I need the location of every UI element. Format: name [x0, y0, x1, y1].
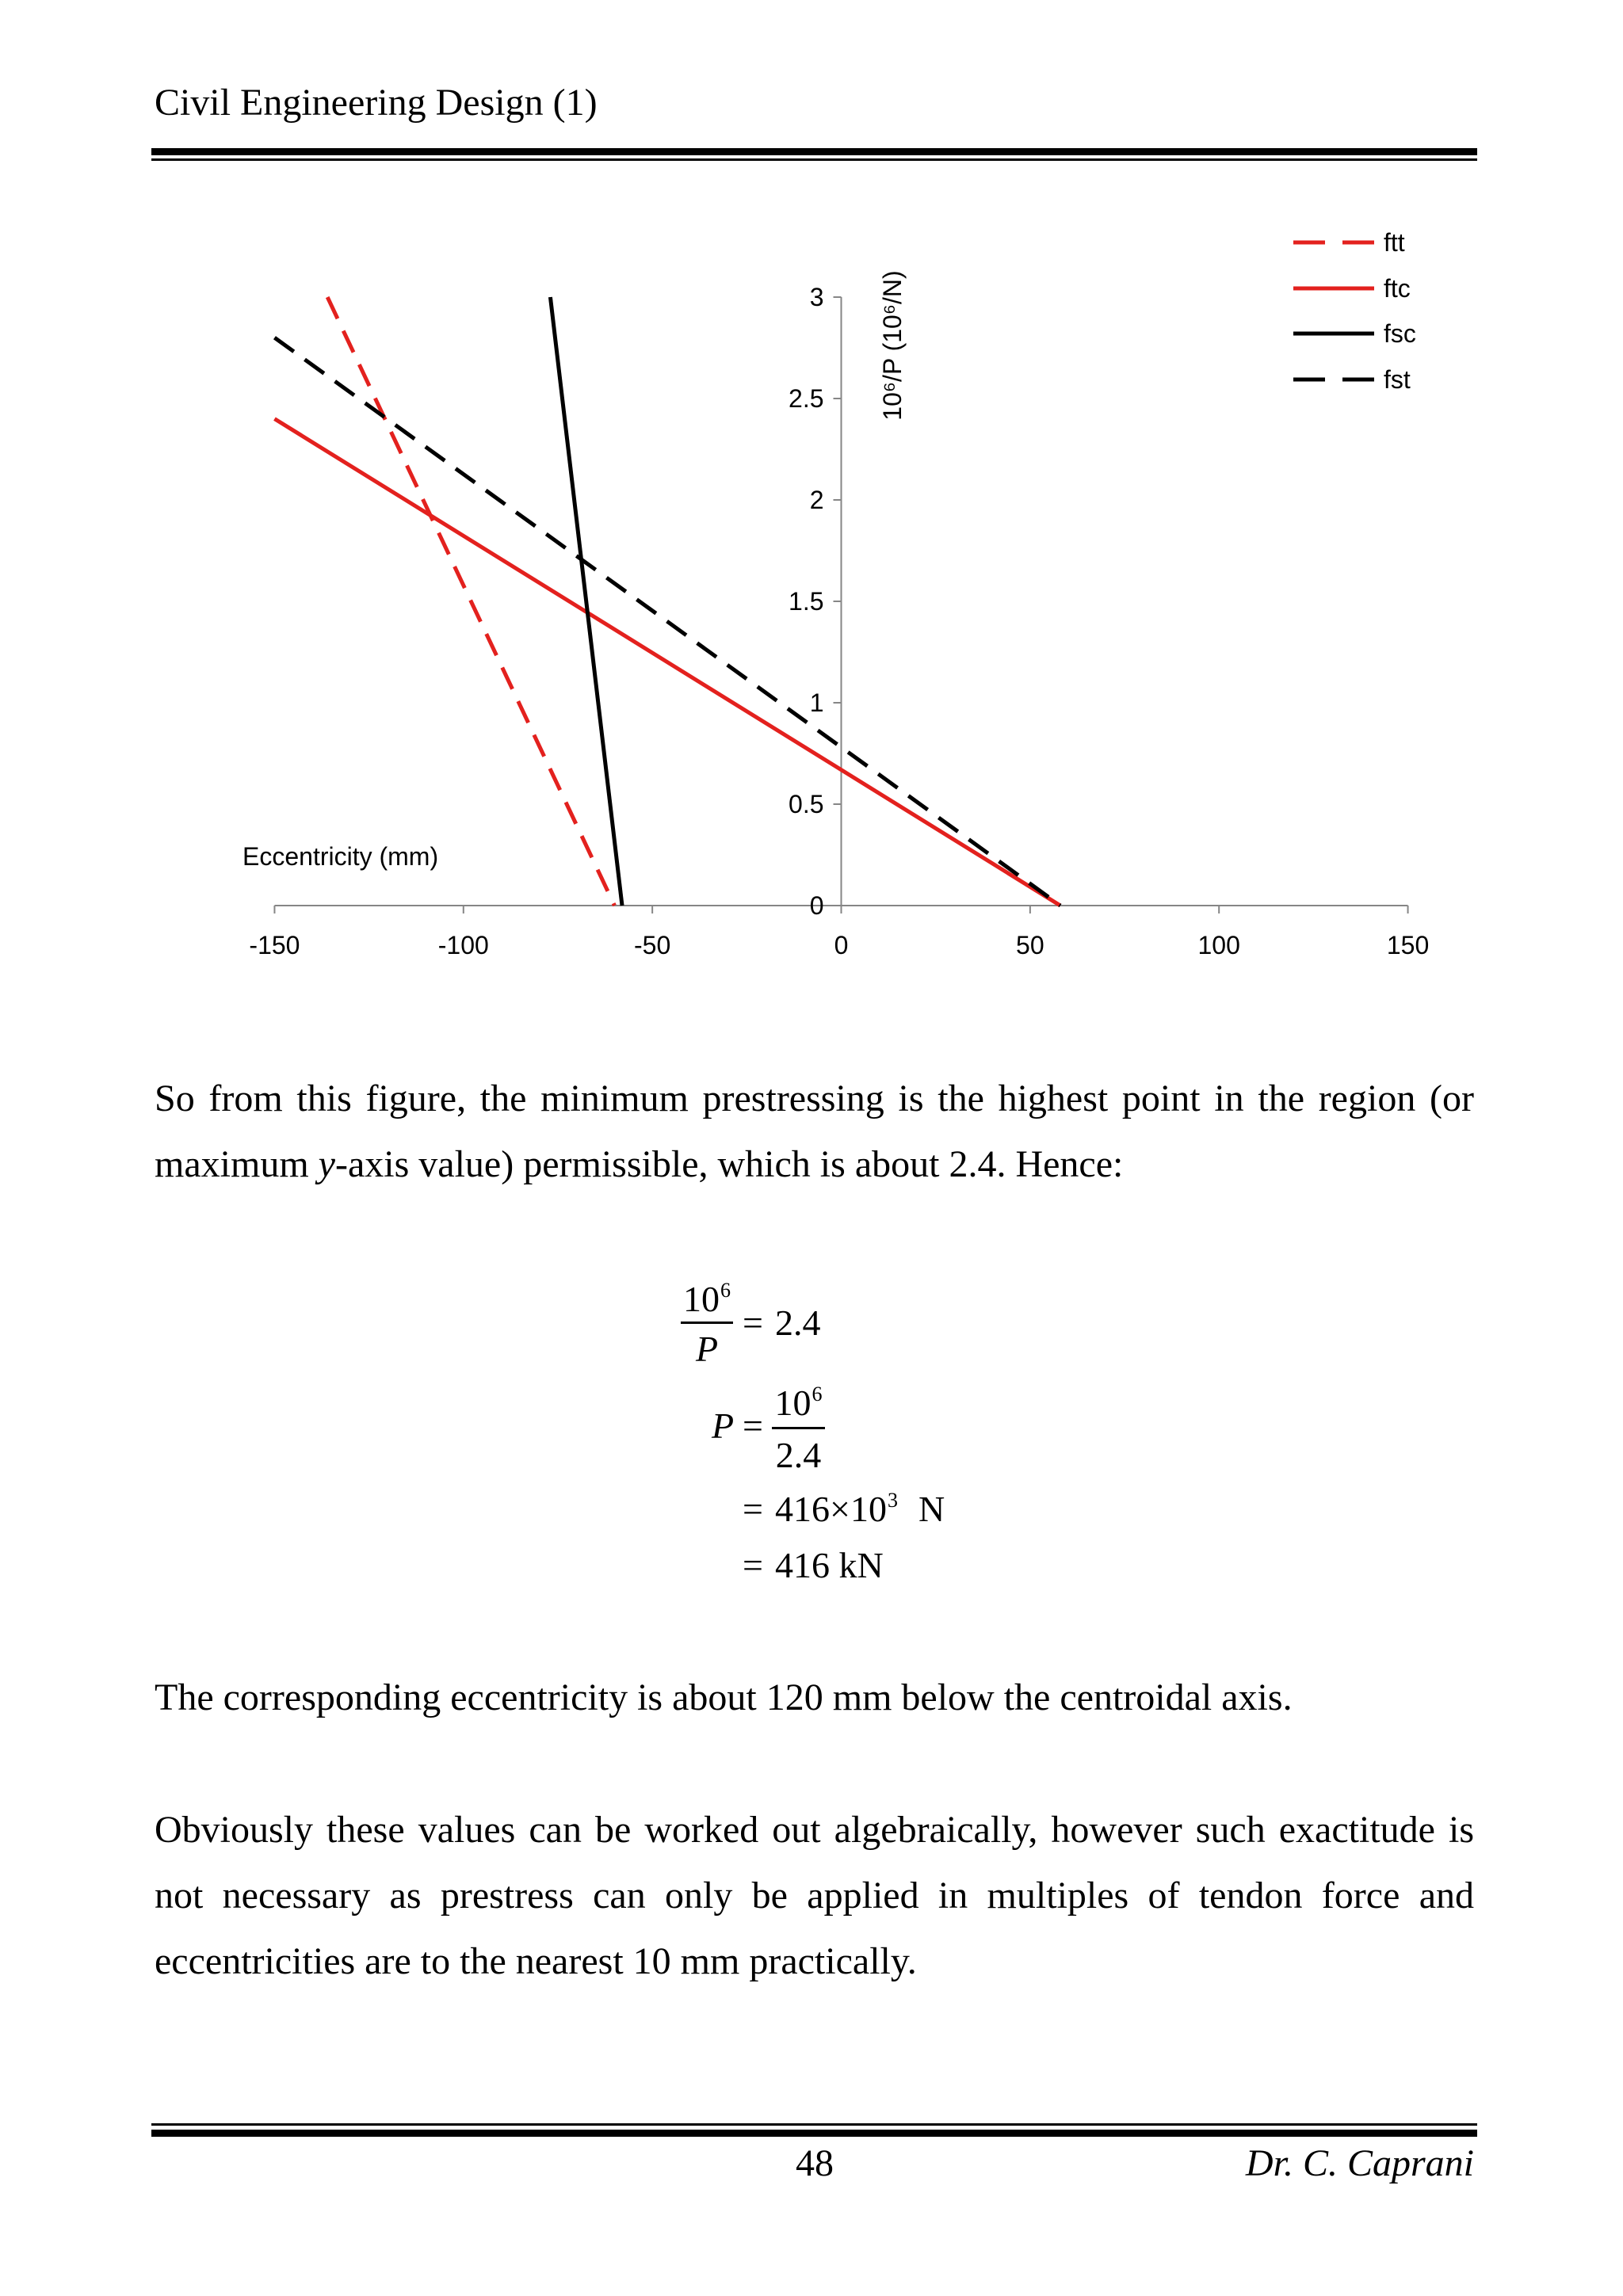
eq2-numerator-exponent: 6 [812, 1383, 823, 1405]
y-tick-label: 3 [809, 283, 824, 311]
eq3-unit: N [918, 1489, 945, 1529]
x-tick-label: 100 [1197, 931, 1240, 959]
eq3-exponent: 3 [887, 1489, 898, 1512]
eq1-rhs: 2.4 [775, 1302, 821, 1343]
y-axis-title: 10⁶/P (10⁶/N) [878, 270, 907, 421]
y-tick-label: 0.5 [789, 790, 824, 818]
eq4-value: 416 kN [775, 1545, 884, 1585]
eq4-equals: = [743, 1545, 763, 1585]
eq3-rhs [775, 1487, 945, 1531]
eccentricity-prestress-chart [0, 0, 1623, 1030]
eq1-numerator [681, 1277, 733, 1322]
y-tick-label: 2.5 [789, 384, 824, 413]
series-line-fsc [550, 297, 622, 906]
y-tick-label: 2 [809, 486, 824, 514]
series-line-fst [274, 338, 1060, 906]
legend-label-ftc: ftc [1384, 274, 1411, 303]
eq2-numerator-base: 10 [774, 1383, 812, 1423]
paragraph-3-line-3: eccentricities are to the nearest 10 mm practically. [155, 1940, 917, 1982]
paragraph-1-line-2 [155, 1131, 1474, 1197]
x-tick-label: 0 [834, 931, 849, 959]
footer-author: Dr. C. Caprani [1245, 2142, 1474, 2184]
y-tick-label: 0 [809, 891, 824, 920]
x-tick-label: 50 [1016, 931, 1044, 959]
eq2-denominator: 2.4 [775, 1435, 822, 1475]
x-tick-label: -150 [249, 931, 300, 959]
eq1-numerator-base: 10 [683, 1279, 720, 1319]
paragraph-2 [155, 1665, 1474, 1730]
paragraph-3-line-1: Obviously these values can be worked out algebraically, however such exactitude is [155, 1809, 1474, 1851]
y-tick-label: 1 [809, 688, 824, 717]
paragraph-2-line-1: The corresponding eccentricity is about 120 mm below the centroidal axis. [155, 1676, 1293, 1718]
footer-rule-thin [151, 2123, 1477, 2126]
paragraph-3 [155, 1797, 1474, 1994]
eq1-numerator-exponent: 6 [720, 1279, 731, 1302]
eq3-equals: = [743, 1489, 763, 1529]
series-line-ftc [274, 419, 1060, 906]
legend-label-fsc: fsc [1384, 319, 1416, 348]
eq3-base: 10 [850, 1489, 887, 1529]
footer-rule-thick [151, 2130, 1477, 2137]
y-tick-label: 1.5 [789, 587, 824, 616]
x-tick-label: 150 [1386, 931, 1430, 959]
eq1-equals: = [743, 1302, 763, 1343]
paragraph-1-line-2-end: -axis value) permissible, which is about 2.4. Hence: [334, 1143, 1124, 1185]
legend-label-fst: fst [1384, 365, 1411, 394]
paragraph-1-line-2-start: maximum [155, 1143, 319, 1185]
running-header-title: Civil Engineering Design (1) [155, 82, 598, 124]
eq1-denominator: P [695, 1329, 719, 1369]
y-variable: y [318, 1143, 335, 1185]
paragraph-1-line-1: So from this figure, the minimum prestressing is the highest point in the region (or [155, 1077, 1474, 1119]
eq2-numerator [772, 1381, 825, 1425]
eq2-equals: = [743, 1405, 763, 1446]
eq1-fraction-bar [681, 1322, 733, 1324]
eq3-value: 416 [775, 1489, 830, 1529]
page-number: 48 [796, 2142, 834, 2184]
x-axis-title: Eccentricity (mm) [242, 842, 439, 871]
eq2-fraction-bar [772, 1427, 825, 1429]
x-tick-label: -50 [634, 931, 671, 959]
paragraph-1 [155, 1066, 1474, 1197]
legend-label-ftt: ftt [1384, 228, 1405, 257]
x-tick-label: -100 [437, 931, 489, 959]
paragraph-3-line-2: not necessary as prestress can only be applied in multiples of tendon force and [155, 1875, 1474, 1917]
eq2-lhs: P [712, 1405, 735, 1446]
eq3-times-sign: × [830, 1489, 850, 1529]
